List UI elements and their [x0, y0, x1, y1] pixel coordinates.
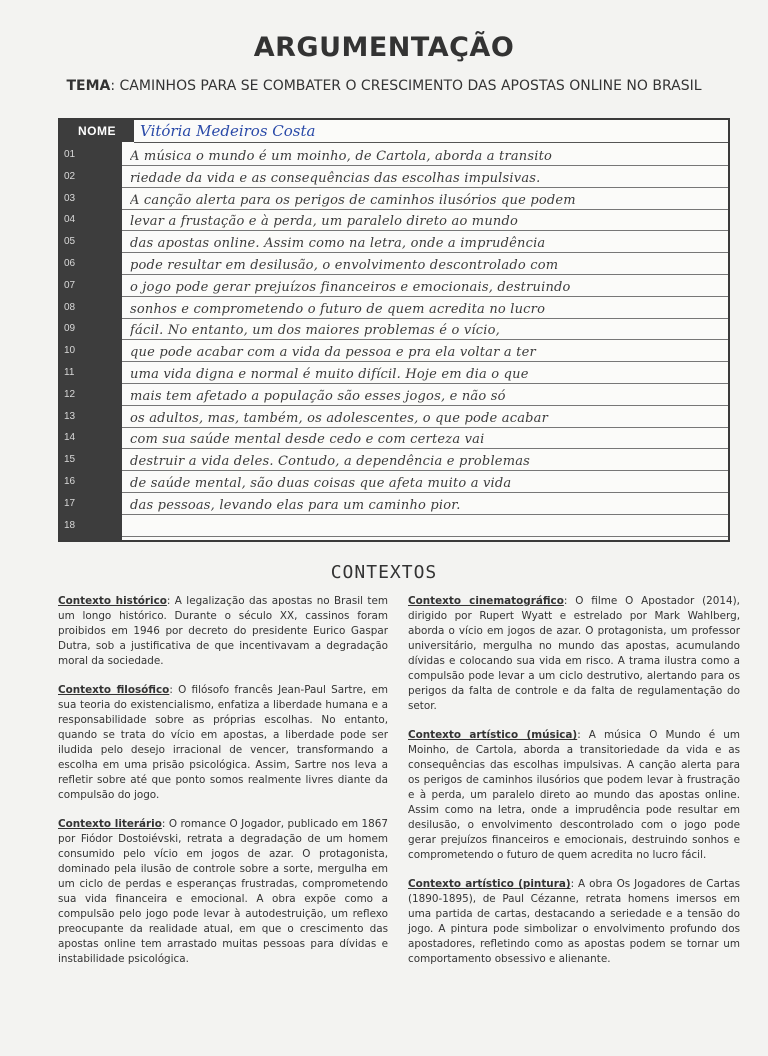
context-label: Contexto literário: [58, 818, 162, 830]
context-text: : O filósofo francês Jean-Paul Sartre, em sua teoria do existencialismo, enfatiza a liberdade humana e a responsabilidade sobre as próprias escolhas. No entanto, quando se trata do vício em apostas, a liberdade pode ser iludida pelo desejo irracional de vencer, transformando a escolha em uma prisão psicológica. Assim, Sartre nos leva a refletir sobre até que ponto somos realmente livres diante da compulsão do jogo.: [58, 684, 388, 801]
page-title: ARGUMENTAÇÃO: [253, 32, 515, 63]
name-field[interactable]: Vitória Medeiros Costa: [140, 122, 316, 140]
theme-text: : CAMINHOS PARA SE COMBATER O CRESCIMENTO DAS APOSTAS ONLINE NO BRASIL: [110, 78, 702, 94]
context-label: Contexto artístico (pintura): [408, 878, 571, 890]
handwritten-text: fácil. No entanto, um dos maiores problemas é o vício,: [130, 323, 500, 339]
line-number: 18: [64, 519, 76, 531]
essay-line[interactable]: [60, 144, 728, 166]
essay-line[interactable]: [60, 166, 728, 188]
handwritten-text: A canção alerta para os perigos de caminhos ilusórios que podem: [130, 192, 576, 208]
context-cinematographic: [408, 594, 740, 714]
context-label: Contexto histórico: [58, 595, 167, 607]
handwritten-text: sonhos e comprometendo o futuro de quem acredita no lucro: [130, 301, 546, 317]
line-number: 01: [64, 149, 76, 160]
context-label: Contexto cinematográfico: [408, 595, 564, 607]
essay-line[interactable]: [60, 471, 728, 493]
handwritten-text: mais tem afetado a população são esses jogos, e não só: [130, 388, 506, 404]
handwritten-text: riedade da vida e as consequências das escolhas impulsivas.: [130, 170, 541, 186]
contexts-left-column: [58, 594, 388, 981]
line-number: 09: [64, 323, 76, 335]
essay-line[interactable]: [60, 427, 728, 449]
context-text: : A obra Os Jogadores de Cartas (1890-1895), de Paul Cézanne, retrata homens imersos em uma partida de cartas, destacando a seriedade e a tensão do jogo. A pintura pode simbolizar o envolvimento profundo dos apostadores, refletindo como as apostas podem se tornar um comportamento obsessivo e alienante.: [408, 878, 740, 965]
line-number: 08: [64, 301, 76, 313]
essay-line[interactable]: [60, 362, 728, 384]
line-number: 10: [64, 345, 76, 357]
handwritten-text: A música o mundo é um moinho, de Cartola, aborda a transito: [130, 149, 553, 164]
line-number: 14: [64, 432, 76, 444]
essay-line[interactable]: [60, 275, 728, 297]
contexts-title: CONTEXTOS: [330, 562, 438, 583]
line-number: 11: [64, 367, 75, 378]
ruled-line: [122, 536, 728, 537]
handwritten-text: das pessoas, levando elas para um caminho pior.: [130, 497, 461, 513]
essay-line[interactable]: [60, 188, 728, 210]
handwritten-text: de saúde mental, são duas coisas que afeta muito a vida: [130, 476, 512, 491]
context-text: : A música O Mundo é um Moinho, de Cartola, aborda a transitoriedade da vida e as consequências das escolhas impulsivas. A canção alerta para os perigos de caminhos ilusórios que podem levar à frustração e à perda, um paralelo direto ao mundo das apostas online. Assim como na letra, onde a imprudência pode resultar em desilusão, o envolvimento descontrolado com o jogo pode gerar prejuízos financeiros e emocionais, destruindo sonhos e comprometendo o futuro de quem acredita no lucro fácil.: [408, 729, 740, 861]
essay-line[interactable]: [60, 515, 728, 537]
theme-line: [0, 78, 768, 94]
context-historical: [58, 594, 388, 669]
line-number: 16: [64, 476, 76, 487]
line-number: 05: [64, 236, 76, 248]
name-label: NOME: [60, 120, 134, 142]
context-literary: [58, 817, 388, 967]
handwritten-text: das apostas online. Assim como na letra, onde a imprudência: [130, 236, 546, 252]
essay-line[interactable]: [60, 318, 728, 340]
answer-sheet: [58, 118, 730, 542]
theme-label: TEMA: [66, 78, 111, 94]
context-text: : O filme O Apostador (2014), dirigido por Rupert Wyatt e estrelado por Mark Wahlberg, aborda o vício em jogos de azar. O protagonista, um professor universitário, mergulha no mundo das apostas, acumulando dívidas e colocando sua vida em risco. A trama ilustra como a compulsão pode levar a um ciclo destrutivo, alertando para os perigos da falta de controle e da falta de regulamentação do setor.: [408, 595, 740, 712]
context-philosophical: [58, 683, 388, 803]
context-text: : O romance O Jogador, publicado em 1867 por Fiódor Dostoiévski, retrata a degradação de um homem consumido pelo vício em jogos de azar. O protagonista, dominado pela ilusão de controle sobre a sorte, mergulha em um ciclo de perdas e esperanças frustradas, comprometendo sua vida financeira e emocional. A obra expõe como a compulsão pelo jogo pode levar à autodestruição, um reflexo preocupante da realidade atual, em que o crescimento das apostas online tem arrastado muitas pessoas para dívidas e instabilidade psicológica.: [58, 818, 388, 965]
essay-line[interactable]: [60, 449, 728, 471]
essay-line[interactable]: [60, 406, 728, 428]
line-number: 03: [64, 192, 76, 204]
line-number: 12: [64, 388, 76, 400]
essay-line[interactable]: [60, 297, 728, 319]
essay-line[interactable]: [60, 253, 728, 275]
context-painting: [408, 877, 740, 967]
handwritten-text: pode resultar em desilusão, o envolvimento descontrolado com: [130, 258, 559, 273]
essay-line[interactable]: [60, 209, 728, 231]
handwritten-text: que pode acabar com a vida da pessoa e pra ela voltar a ter: [130, 345, 536, 361]
essay-line[interactable]: [60, 231, 728, 253]
handwritten-text: destruir a vida deles. Contudo, a dependência e problemas: [130, 454, 531, 470]
line-number: 15: [64, 454, 76, 466]
context-text: : A legalização das apostas no Brasil tem um longo histórico. Durante o século XX, cassinos foram proibidos em 1946 por decreto do presidente Eurico Gaspar Dutra, sob a justificativa de que incentivavam a degradação moral da sociedade.: [58, 595, 388, 667]
handwritten-text: o jogo pode gerar prejuízos financeiros e emocionais, destruindo: [130, 279, 571, 295]
line-number: 04: [64, 214, 76, 226]
handwritten-text: os adultos, mas, também, os adolescentes, o que pode acabar: [130, 410, 549, 426]
line-number: 07: [64, 279, 76, 291]
handwritten-text: uma vida digna e normal é muito difícil. Hoje em dia o que: [130, 367, 529, 382]
name-underline: [134, 142, 728, 143]
essay-line[interactable]: [60, 340, 728, 362]
line-number: 17: [64, 497, 76, 509]
line-number: 06: [64, 258, 76, 269]
contexts-right-column: [408, 594, 740, 981]
context-label: Contexto filosófico: [58, 684, 170, 696]
context-music: [408, 728, 740, 863]
context-label: Contexto artístico (música): [408, 729, 578, 741]
handwritten-text: com sua saúde mental desde cedo e com certeza vai: [130, 432, 485, 448]
essay-line[interactable]: [60, 384, 728, 406]
essay-line[interactable]: [60, 493, 728, 515]
handwritten-text: levar a frustação e à perda, um paralelo direto ao mundo: [130, 214, 519, 230]
line-number: 13: [64, 410, 76, 422]
line-number: 02: [64, 170, 76, 182]
